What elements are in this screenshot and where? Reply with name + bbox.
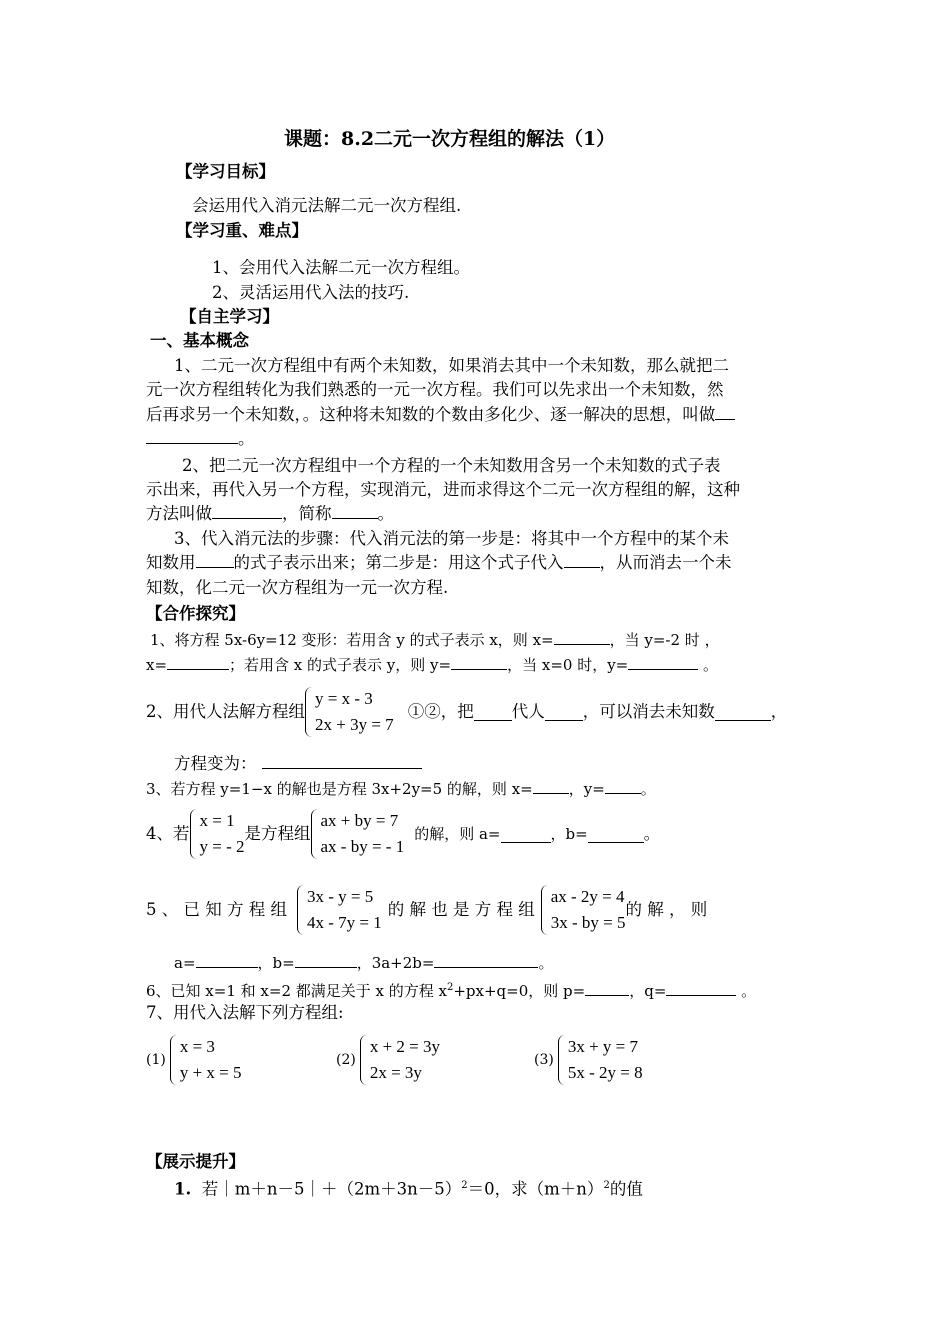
- q7-system-3: (3) 3x + y = 7 5x - 2y = 8: [534, 1034, 643, 1086]
- q2-line2: 方程变为：: [174, 752, 422, 776]
- q3-line: 3、若方程 y=1−x 的解也是方程 3x+2y=5 的解，则 x= ，y= 。: [146, 777, 656, 801]
- para1-line4: 。: [146, 427, 255, 451]
- q4-solution: x = 1 y = - 2: [190, 808, 245, 860]
- q7-system-1: (1) x = 3 y + x = 5: [146, 1034, 242, 1086]
- q2-line: 2、用代人法解方程组 y = x - 3 2x + 3y = 7 ①②，把 代人 ，可以消去未知数 ，: [146, 686, 787, 738]
- goal-text: 会运用代入消元法解二元一次方程组.: [192, 196, 462, 215]
- q7-system-2: (2) x + 2 = 3y 2x = 3y: [336, 1034, 440, 1086]
- para3-line1: 3、代入消元法的步骤：代入消元法的第一步是：将其中一个方程中的某个未: [174, 529, 729, 548]
- page-title: 课题：8.2二元一次方程组的解法（1）: [284, 128, 616, 150]
- para2-line2: 示出来，再代入另一个方程，实现消元，进而求得这个二元一次方程组的解，这种: [146, 480, 740, 499]
- heading-coop: 【合作探究】: [146, 604, 245, 623]
- q1-line1: 1、将方程 5x-6y=12 变形：若用含 y 的式子表示 x，则 x= ，当 y=-2 时 ，: [150, 628, 720, 652]
- q5-system-2: ax - 2y = 4 3x - by = 5: [541, 884, 626, 936]
- q6-line: 6、已知 x=1 和 x=2 都满足关于 x 的方程 $x^2+px+q=0$，则 p= ，q= 。: [146, 976, 756, 1003]
- q1-line2: x= ；若用含 x 的式子表示 y，则 y= ，当 x=0 时，y= 。: [146, 653, 718, 677]
- q4-line: 4、若 x = 1 y = - 2 是方程组 ax + by = 7 ax - by = - 1 的解，则 a= ，b= 。: [146, 808, 660, 860]
- q4-system: ax + by = 7 ax - by = - 1: [311, 808, 405, 860]
- para1-line3: 后再求另一个未知数，。这种将未知数的个数由多化少、逐一解决的思想，叫做: [146, 403, 735, 427]
- para2-line3: 方法叫做 ，简称 。: [146, 504, 394, 523]
- para3-line3: 知数，化二元一次方程组为一元一次方程.: [146, 578, 449, 597]
- q7-line: 7、用代入法解下列方程组:: [146, 1003, 344, 1022]
- show-item-1: 1. 若$|m+n-5|+(2m+3n-5)^2=0$，求$(m+n)^2$的值: [174, 1179, 643, 1199]
- para1-line2: 元一次方程组转化为我们熟悉的一元一次方程。我们可以先求出一个未知数，然: [146, 380, 724, 399]
- para1-line1: 1、二元一次方程组中有两个未知数，如果消去其中一个未知数，那么就把二: [174, 356, 729, 375]
- heading-goal: 【学习目标】: [176, 162, 275, 181]
- q2-system: y = x - 3 2x + 3y = 7: [305, 686, 394, 738]
- key-item-1: 1、会用代入法解二元一次方程组。: [212, 258, 470, 277]
- heading-self-study: 【自主学习】: [180, 307, 279, 326]
- q5-system-1: 3x - y = 5 4x - 7y = 1: [297, 884, 382, 936]
- heading-concept: 一、基本概念: [150, 331, 249, 350]
- heading-key: 【学习重、难点】: [176, 221, 308, 240]
- q5-line: 5 、 已 知 方 程 组 3x - y = 5 4x - 7y = 1 的 解 也 是 方 程 组 ax - 2y = 4 3x - by = 5 的 解 ， 则: [146, 884, 707, 936]
- heading-show: 【展示提升】: [146, 1152, 245, 1171]
- q5-line2: a= ，b= ，3a+2b= 。: [174, 951, 553, 975]
- para3-line2: 知数用 的式子表示出来；第二步是：用这个式子代入 ，从而消去一个未: [146, 553, 732, 572]
- para2-line1: 2、把二元一次方程组中一个方程的一个未知数用含另一个未知数的式子表: [182, 456, 721, 475]
- key-item-2: 2、灵活运用代入法的技巧.: [212, 283, 410, 302]
